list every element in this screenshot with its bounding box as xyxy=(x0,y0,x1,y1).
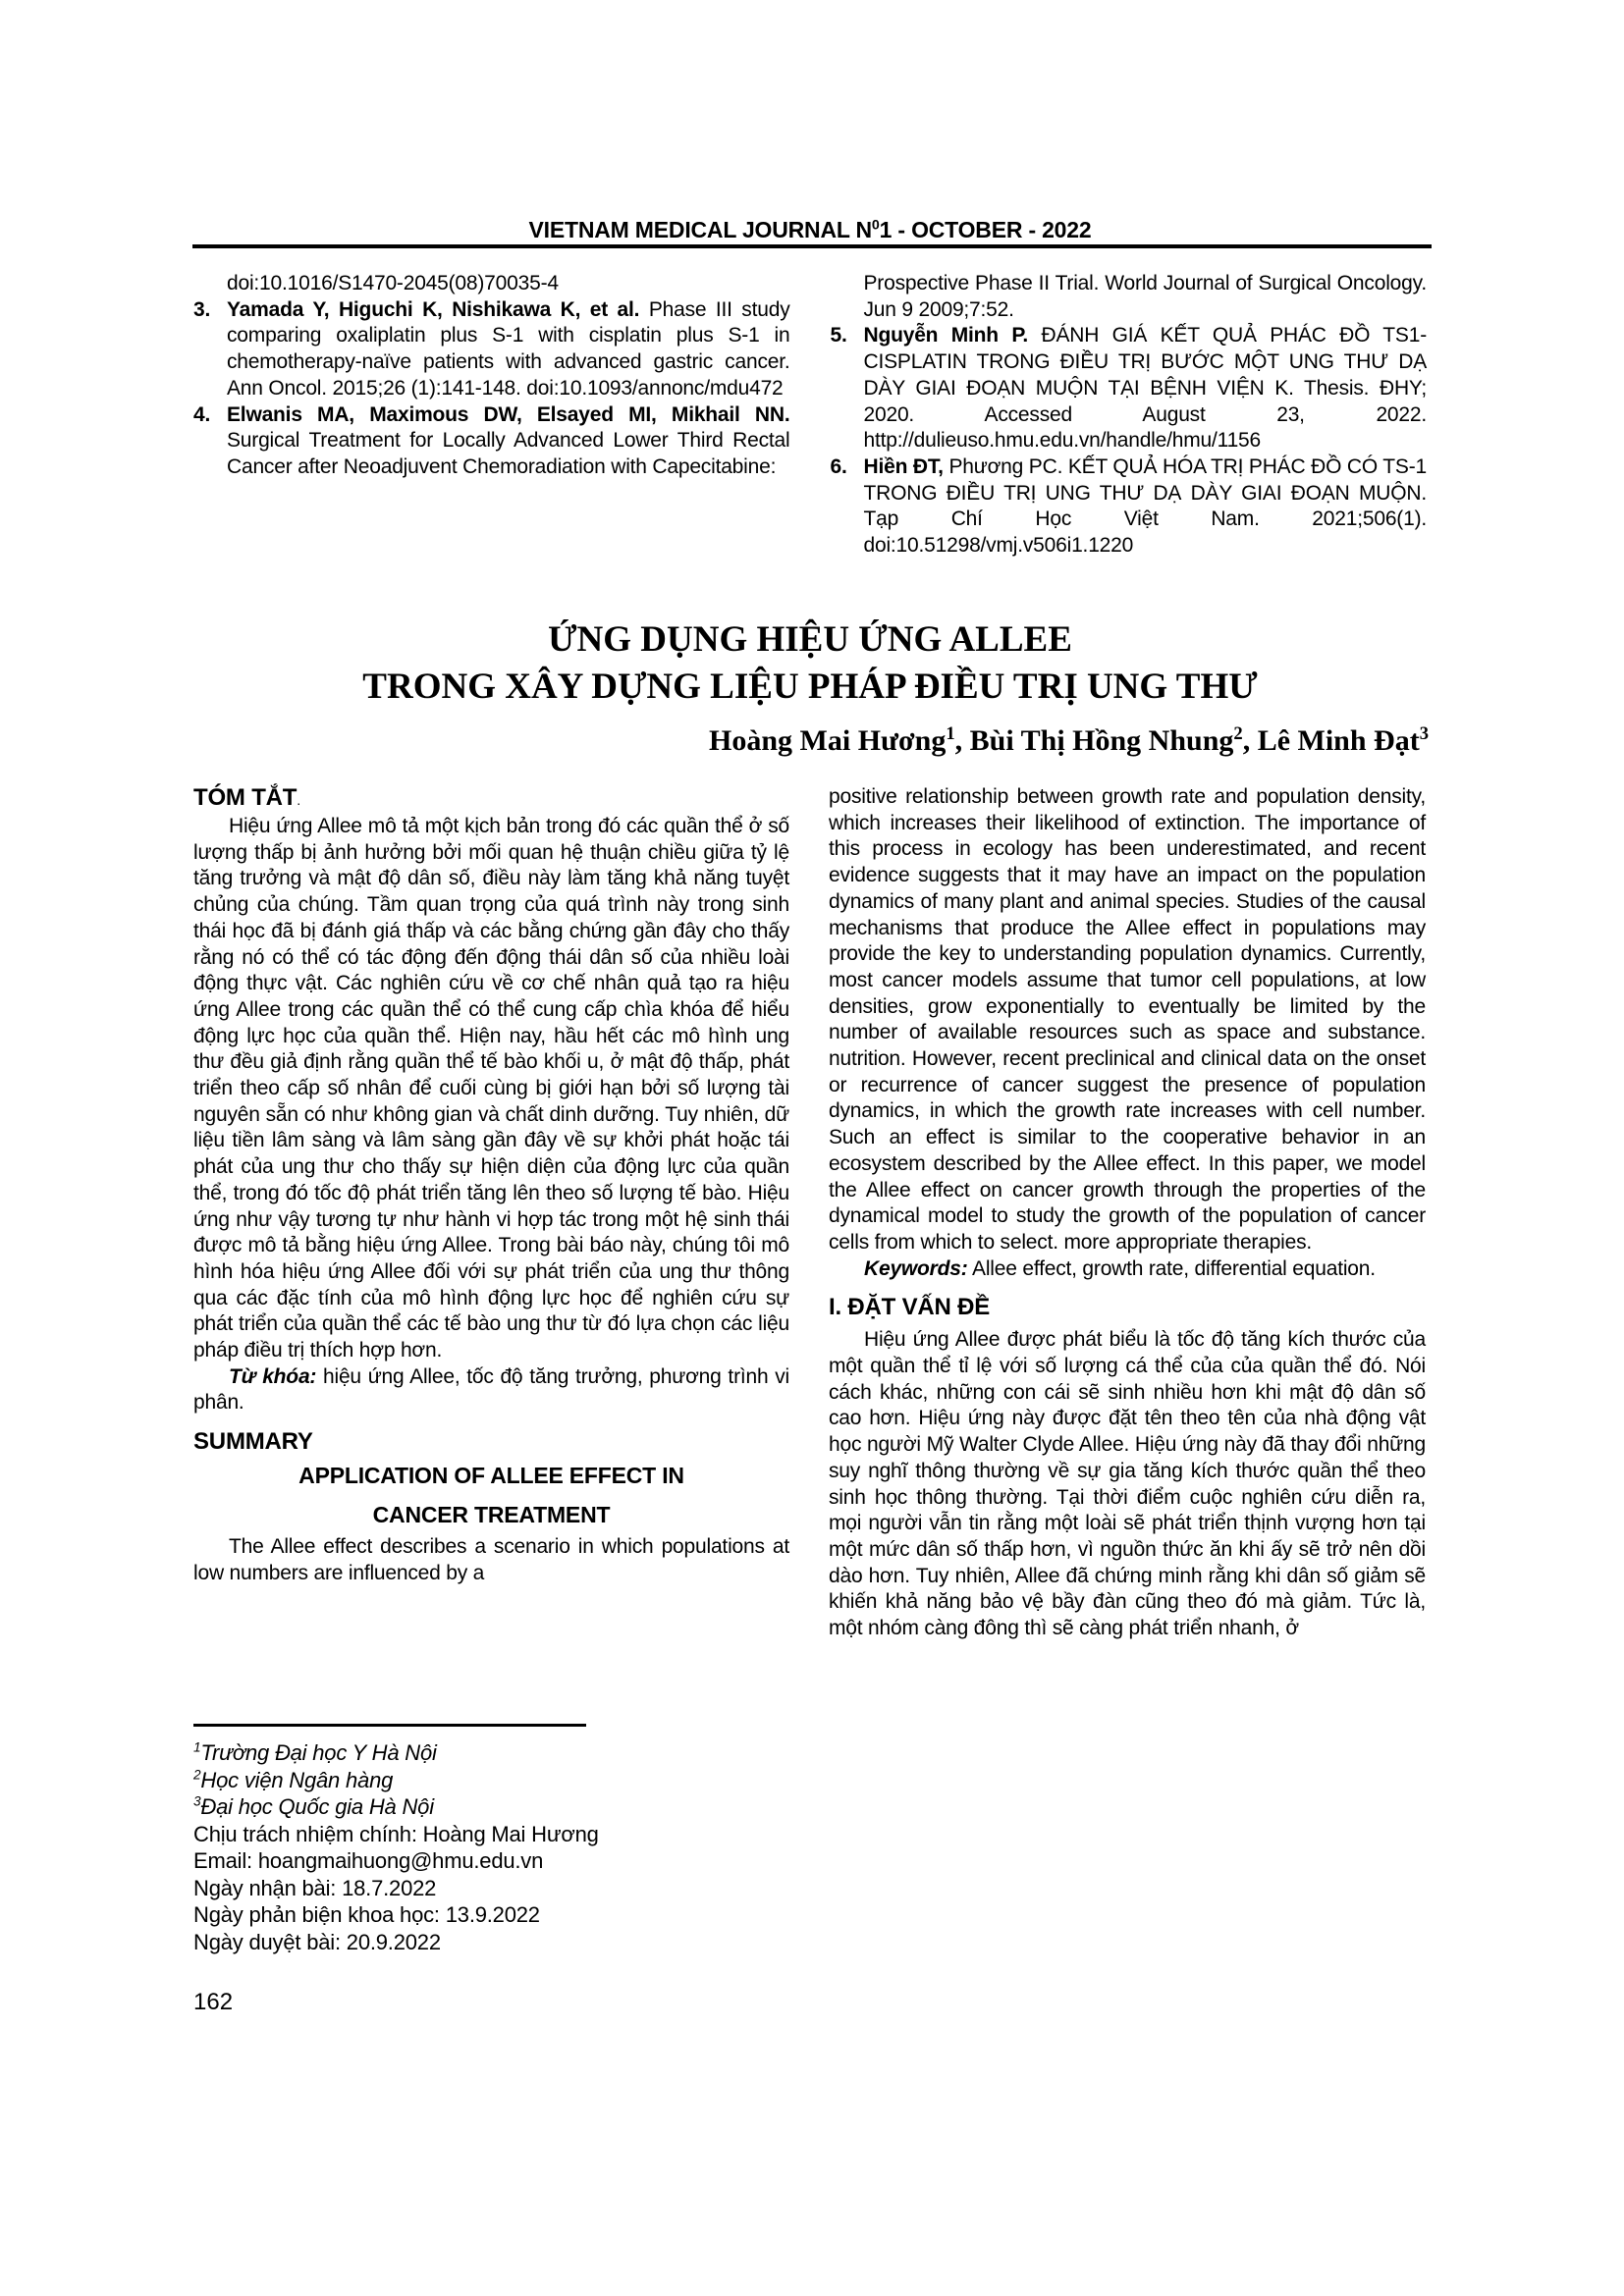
author-superscript: 3 xyxy=(1419,723,1429,744)
footnote-block xyxy=(193,1724,822,1955)
author-name: Lê Minh Đạt xyxy=(1257,724,1420,757)
left-column xyxy=(193,784,789,1587)
section-1-body: Hiệu ứng Allee được phát biểu là tốc độ tăng kích thước của một quần thể tỉ lệ với số lượng cá thể của của quần thể đó. Nói cách khác, những con cái sẽ sinh nhiều hơn khi mật độ dân số cao hơn. Hiệu ứng này được đặt tên theo tên của nhà động vật học người Mỹ Walter Clyde Allee. Hiệu ứng này đã thay đổi những suy nghĩ thông thường về sự gia tăng kích thước quần thể theo sinh học thông thường. Tại thời điểm cuộc nghiên cứu diễn ra, mọi người vẫn tin rằng một loài sẽ phát triển thịnh vượng hơn tại một mức dân số thấp hơn, vì nguồn thức ăn khi ấy sẽ trở nên dồi dào hơn. Tuy nhiên, Allee đã chứng minh rằng khi dân số giảm sẽ khiến khả năng bảo vệ bầy đàn cũng theo đó mà giảm. Tức là, một nhóm càng đông thì sẽ càng phát triển nhanh, ở xyxy=(829,1328,1426,1640)
keywords-en-label: Keywords: xyxy=(864,1256,968,1280)
ref-authors: Nguyễn Minh P. xyxy=(863,324,1029,347)
footnote-affiliation-1 xyxy=(193,1739,822,1767)
ref-text: Phương PC. KẾT QUẢ HÓA TRỊ PHÁC ĐỒ CÓ TS-1 TRONG ĐIỀU TRỊ UNG THƯ DẠ DÀY GIAI ĐOẠN MUỘN. Tạp Chí Học Việt Nam. 2021;506(1). doi:10.51298/vmj.v506i1.1220 xyxy=(863,454,1427,558)
ref-authors: Hiền ĐT, xyxy=(863,454,944,478)
reference-continuation xyxy=(193,271,790,297)
author-separator: , xyxy=(1242,724,1258,757)
footnote-review-date: Ngày phản biện khoa học: 13.9.2022 xyxy=(193,1902,540,1927)
header-rule xyxy=(192,244,1432,248)
author-name: Hoàng Mai Hương xyxy=(709,724,947,757)
footnote-superscript: 1 xyxy=(193,1739,201,1755)
ref-text: ĐÁNH GIÁ KẾT QUẢ PHÁC ĐỒ TS1-CISPLATIN TRONG ĐIỀU TRỊ BƯỚC MỘT UNG THƯ DẠ DÀY GIAI ĐOẠN MUỘN TẠI BỆNH VIỆN K. Thesis. ĐHY; 2020. Accessed August 23, 2022. http://dulieuso.hmu.edu.vn/handle/hmu/1156 xyxy=(863,324,1427,453)
keywords-vi-label: Từ khóa: xyxy=(229,1364,317,1388)
article-title xyxy=(193,616,1427,711)
ref-number: 4. xyxy=(193,402,211,426)
summary-title xyxy=(193,1456,789,1534)
journal-header-issue: 1 - OCTOBER - 2022 xyxy=(879,217,1092,242)
abstract-heading-text: TÓM TẮT xyxy=(193,784,298,811)
summary-title-line-2: CANCER TREATMENT xyxy=(372,1502,611,1528)
summary-continuation: positive relationship between growth rate and population density, which increases their likelihood of extinction. The importance of this process in ecology has been underestimated, and recent evidence suggests that it may have an impact on the population dynamics of many plant and animal species. Studies of the causal mechanisms that produce the Allee effect in populations may provide the key to understanding population dynamics. Currently, most cancer models assume that tumor cell populations, at low densities, grow exponentially to eventually be limited by the number of available resources such as space and substance. nutrition. However, recent preclinical and clinical data on the onset or recurrence of cancer suggest the presence of population dynamics, in which the growth rate increases with cell number. Such an effect is similar to the cooperative behavior in an ecosystem described by the Allee effect. In this paper, we model the Allee effect on cancer growth through the properties of the dynamical model to study the growth of the population of cancer cells from which to select. more appropriate therapies. xyxy=(829,785,1426,1254)
reference-continuation xyxy=(831,271,1428,323)
ref-number: 5. xyxy=(830,324,847,347)
footnote-affiliation-text: Trường Đại học Y Hà Nội xyxy=(200,1740,437,1765)
footnote-affiliation-3 xyxy=(193,1793,822,1821)
keywords-en-text: Allee effect, growth rate, differential equation. xyxy=(967,1256,1376,1280)
footnote-superscript: 3 xyxy=(193,1793,201,1809)
footnote-received-date: Ngày nhận bài: 18.7.2022 xyxy=(193,1875,437,1900)
author-separator: , xyxy=(954,724,970,757)
keywords-vi xyxy=(193,1364,789,1416)
reference-item-5 xyxy=(831,323,1428,454)
authors-line xyxy=(193,724,1429,758)
summary-title-line-1: APPLICATION OF ALLEE EFFECT IN xyxy=(298,1463,684,1489)
reference-item-3 xyxy=(193,297,790,402)
ref-text: Prospective Phase II Trial. World Journal of Surgical Oncology. Jun 9 2009;7:52. xyxy=(863,272,1427,321)
author-superscript: 2 xyxy=(1233,723,1243,744)
reference-item-6 xyxy=(831,454,1428,560)
references-left-column xyxy=(193,271,790,560)
ref-authors: Elwanis MA, Maximous DW, Elsayed MI, Mikhail NN. xyxy=(227,402,790,426)
footnote-superscript: 2 xyxy=(193,1767,201,1783)
references-section xyxy=(193,271,1427,560)
summary-body: The Allee effect describes a scenario in which populations at low numbers are influenced by a xyxy=(193,1535,789,1584)
page-number: 162 xyxy=(193,1989,234,2015)
right-column xyxy=(829,784,1426,1642)
ref-authors: Yamada Y, Higuchi K, Nishikawa K, et al. xyxy=(227,297,640,321)
reference-item-4 xyxy=(193,402,790,481)
footnote-affiliation-2 xyxy=(193,1767,822,1794)
article-title-line-1: ỨNG DỤNG HIỆU ỨNG ALLEE xyxy=(548,619,1072,660)
ref-number: 6. xyxy=(830,454,847,478)
summary-heading: SUMMARY xyxy=(193,1428,313,1456)
keywords-vi-text: hiệu ứng Allee, tốc độ tăng trưởng, phương trình vi phân. xyxy=(193,1364,790,1415)
footnote-rule xyxy=(193,1724,586,1727)
ref-text: doi:10.1016/S1470-2045(08)70035-4 xyxy=(227,272,559,294)
section-1-heading: I. ĐẶT VẤN ĐỀ xyxy=(829,1294,991,1321)
journal-header-text: VIETNAM MEDICAL JOURNAL N xyxy=(528,217,872,242)
ref-text: Surgical Treatment for Locally Advanced Lower Third Rectal Cancer after Neoadjuvent Chemoradiation with Capecitabine: xyxy=(227,429,790,478)
ref-text: Phase III study comparing oxaliplatin plus S-1 with cisplatin plus S-1 in chemotherapy-naïve patients with advanced gastric cancer. Ann Oncol. 2015;26 (1):141-148. doi:10.1093/annonc/mdu472 xyxy=(227,297,790,400)
footnote-email: Email: hoangmaihuong@hmu.edu.vn xyxy=(193,1848,544,1873)
keywords-en xyxy=(829,1256,1426,1283)
author-superscript: 1 xyxy=(946,723,955,744)
footnote-accepted-date: Ngày duyệt bài: 20.9.2022 xyxy=(193,1929,441,1954)
ref-number: 3. xyxy=(193,297,211,321)
abstract-heading-period: . xyxy=(297,792,300,808)
journal-header xyxy=(193,217,1427,243)
abstract-heading xyxy=(193,784,789,814)
author-name: Bùi Thị Hồng Nhung xyxy=(969,724,1234,757)
article-title-line-2: TRONG XÂY DỰNG LIỆU PHÁP ĐIỀU TRỊ UNG THƯ xyxy=(362,667,1258,707)
footnote-affiliation-text: Đại học Quốc gia Hà Nội xyxy=(200,1794,434,1819)
footnote-responsible: Chịu trách nhiệm chính: Hoàng Mai Hương xyxy=(193,1821,599,1846)
journal-header-superscript: 0 xyxy=(871,217,880,234)
abstract-body: Hiệu ứng Allee mô tả một kịch bản trong đó các quần thể ở số lượng thấp bị ảnh hưởng bởi mối quan hệ thuận chiều giữa tỷ lệ tăng trưởng và mật độ dân số, điều này làm tăng khả năng tuyệt chủng của chúng. Tầm quan trọng của quá trình này trong sinh thái học đã bị đánh giá thấp và các bằng chứng gần đây cho thấy rằng nó có thể có tác động đến động thái dân số của nhiều loài động thực vật. Các nghiên cứu về cơ chế nhân quả tạo ra hiệu ứng Allee trong các quần thể có thể cung cấp chìa khóa để hiểu động lực học của quần thể. Hiện nay, hầu hết các mô hình ung thư đều giả định rằng quần thể tế bào khối u, ở mật độ thấp, phát triển theo cấp số nhân để cuối cùng bị giới hạn bởi số lượng tài nguyên sẵn có như không gian và chất dinh dưỡng. Tuy nhiên, dữ liệu tiền lâm sàng và lâm sàng gần đây về sự khởi phát hoặc tái phát của ung thư cho thấy sự hiện diện của động lực của quần thể, trong đó tốc độ phát triển tăng lên theo số lượng tế bào. Hiệu ứng như vậy tương tự như hành vi hợp tác trong một hệ sinh thái được mô tả bằng hiệu ứng Allee. Trong bài báo này, chúng tôi mô hình hóa hiệu ứng Allee đối với sự phát triển của ung thư thông qua các đặc tính của mô hình động lực học để nghiên cứu sự phát triển của quần thể các tế bào ung thư từ đó lựa chọn các liệu pháp điều trị thích hợp hơn. xyxy=(193,815,789,1362)
references-right-column xyxy=(831,271,1428,560)
footnote-affiliation-text: Học viện Ngân hàng xyxy=(200,1767,394,1792)
